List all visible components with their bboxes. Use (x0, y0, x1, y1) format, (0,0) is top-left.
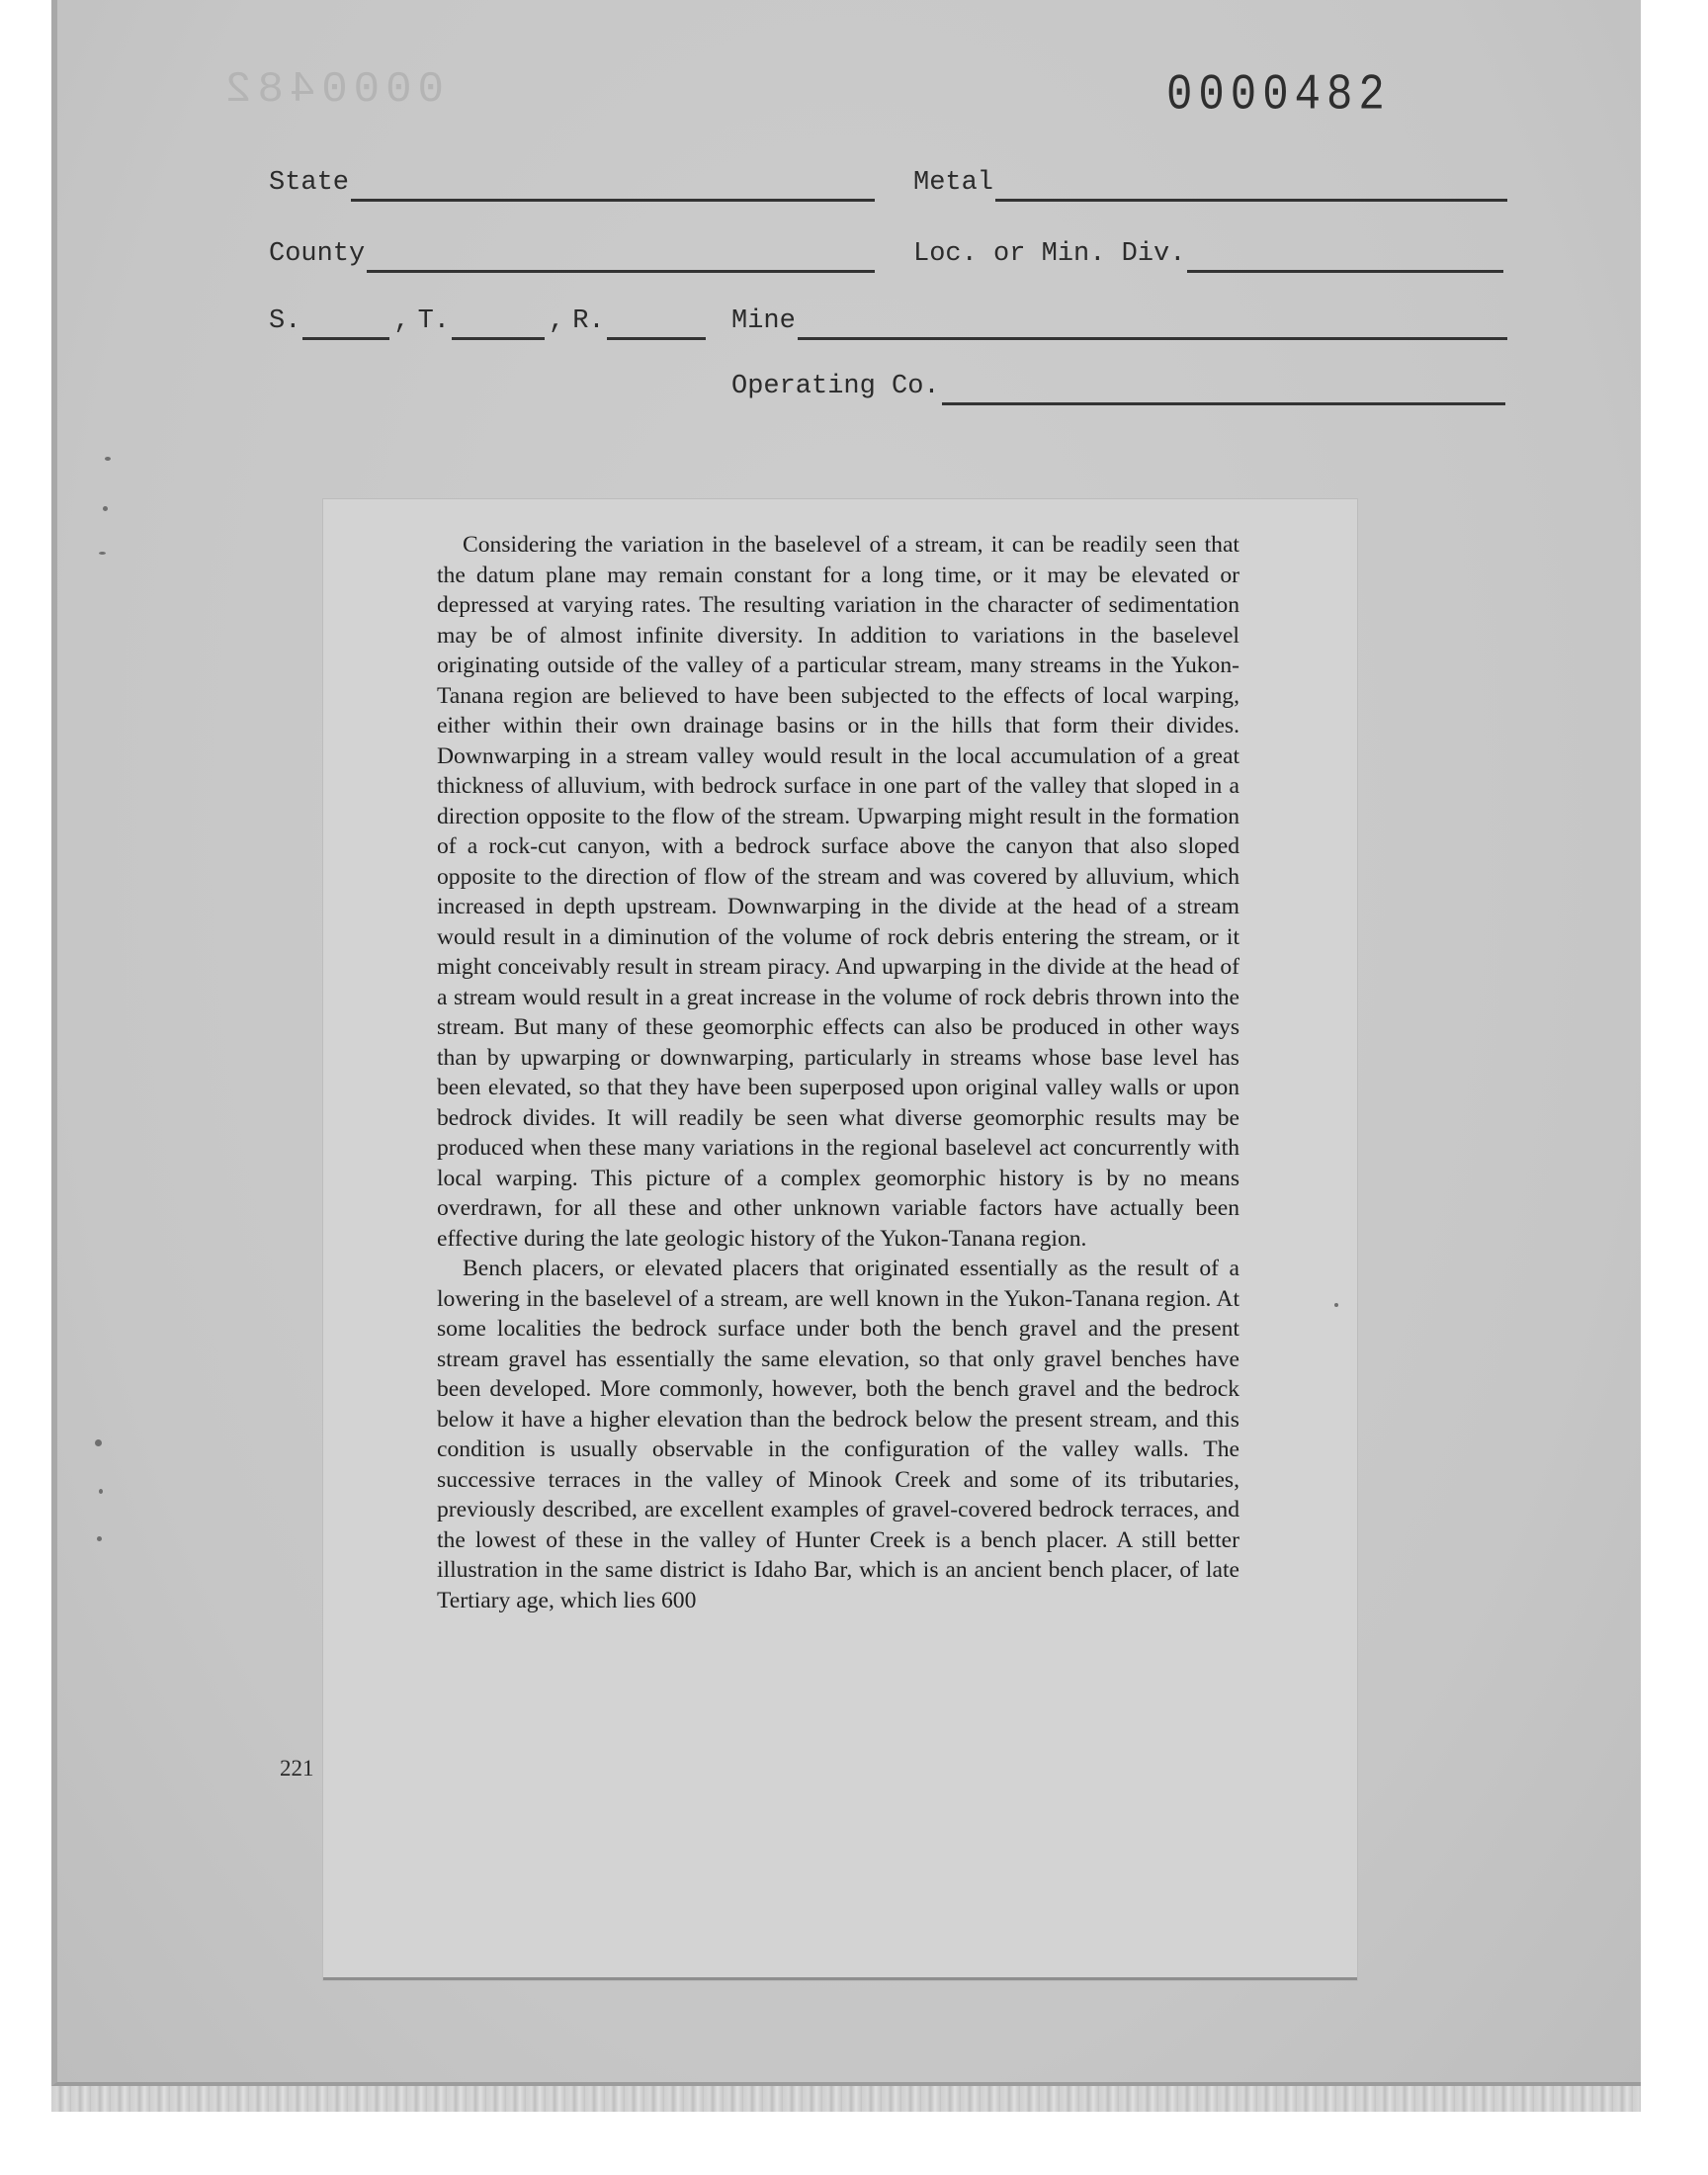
location-row (913, 239, 1503, 273)
county-field[interactable] (367, 240, 875, 273)
bleed-through-number: 0000482 (219, 65, 444, 115)
scan-speck (99, 1489, 103, 1494)
county-label: County (269, 239, 366, 269)
scan-speck (105, 457, 111, 461)
location-label: Loc. or Min. Div. (913, 239, 1186, 269)
township-label: T. (417, 306, 451, 336)
county-row (269, 239, 875, 273)
metal-field[interactable] (995, 169, 1507, 202)
operating-co-field[interactable] (942, 373, 1505, 405)
state-label: State (269, 168, 350, 198)
range-field[interactable] (607, 307, 706, 340)
scan-speck (95, 1439, 102, 1446)
range-label: R. (572, 306, 605, 336)
operating-co-row (731, 372, 1505, 405)
page-number: 221 (280, 1756, 314, 1781)
section-township-range-row (269, 306, 706, 340)
state-row (269, 168, 875, 202)
metal-label: Metal (913, 168, 994, 198)
article-paragraph: Considering the variation in the baselevel of a stream, it can be readily seen that the datum plane may remain constant for a long time, or it may be elevated or depressed at varying rates. The resulting variation in the character of sedimentation may be of almost infinite diversity. In addition to variations in the baselevel originating outside of the valley of a particular stream, many streams in the Yukon-Tanana region are believed to have been subjected to the effects of local warping, either within their own drainage basins or in the hills that form their divides. Downwarping in a stream valley would result in the local accumulation of a great thickness of alluvium, with bedrock surface in one part of the valley that sloped in a direction opposite to the flow of the stream. Upwarping might result in the formation of a rock-cut canyon, with a bedrock surface above the canyon that also sloped opposite to the direction of flow of the stream and was covered by alluvium, which increased in depth upstream. Downwarping in the divide at the head of a stream would result in a diminution of the volume of rock debris entering the stream, or it might conceivably result in stream piracy. And upwarping in the divide at the head of a stream would result in a great increase in the volume of rock debris thrown into the stream. But many of these geomorphic effects can also be produced in other ways than by upwarping or downwarping, particularly in streams whose base level has been elevated, so that they have been superposed upon original valley walls or upon bedrock divides. It will readily be seen what diverse geomorphic results may be produced when these many variations in the regional baselevel act concurrently with local warping. This picture of a complex geomorphic history is by no means overdrawn, for all these and other unknown variable factors have actually been effective during the late geologic history of the Yukon-Tanana region. (437, 532, 1239, 1252)
section-field[interactable] (302, 307, 389, 340)
state-field[interactable] (351, 169, 875, 202)
document-number: 0000482 (1166, 67, 1391, 125)
scan-speck (103, 506, 108, 511)
location-field[interactable] (1187, 240, 1503, 273)
article-paragraph: Bench placers, or elevated placers that originated essentially as the result of a lowering in the baselevel of a stream, are well known in the Yukon-Tanana region. At some localities the bedrock surface under both the bench gravel and the present stream gravel has essentially the same elevation, so that only gravel benches have been developed. More commonly, however, both the bench gravel and the bedrock below it have a higher elevation than the bedrock below the present stream, and this condition is usually observable in the configuration of the valley walls. The successive terraces in the valley of Minook Creek and some of its tributaries, previously described, are excellent examples of gravel-covered bedrock terraces, and the lowest of these in the valley of Hunter Creek is a bench placer. A still better illustration in the same district is Idaho Bar, which is an ancient bench placer, of late Tertiary age, which lies 600 (437, 1256, 1239, 1613)
scan-speck (99, 552, 106, 555)
township-field[interactable] (452, 307, 545, 340)
mine-field[interactable] (798, 307, 1507, 340)
article-text (437, 530, 1239, 1615)
section-label: S. (269, 306, 301, 336)
comma-separator: , (393, 306, 410, 336)
metal-row (913, 168, 1507, 202)
scan-speck (97, 1536, 102, 1541)
operating-co-label: Operating Co. (731, 372, 940, 401)
scanner-edge-strip (51, 2086, 1641, 2112)
scan-speck (1334, 1303, 1338, 1307)
mine-label: Mine (731, 306, 796, 336)
mine-row (731, 306, 1507, 340)
comma-separator: , (549, 306, 565, 336)
